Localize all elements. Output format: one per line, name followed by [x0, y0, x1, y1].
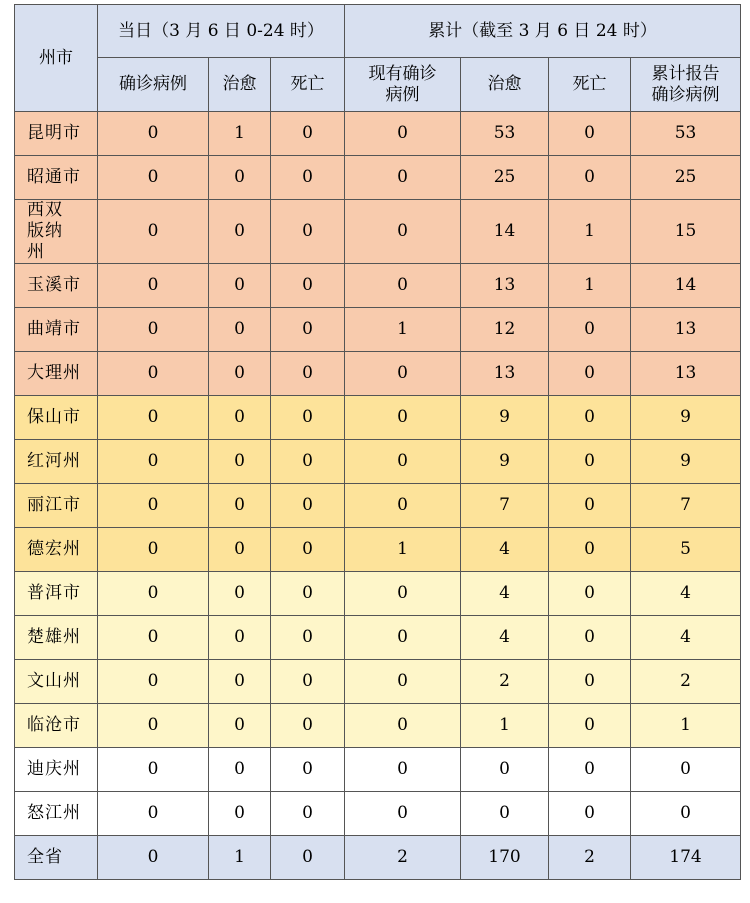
region-name: 曲靖市 — [15, 308, 98, 352]
cumulative-deaths-cell: 1 — [549, 200, 631, 264]
cumulative-deaths-cell: 0 — [549, 704, 631, 748]
current-confirmed-cell: 0 — [345, 440, 461, 484]
cumulative-deaths-cell: 0 — [549, 484, 631, 528]
daily-cured-cell: 0 — [209, 264, 271, 308]
daily-confirmed-header: 确诊病例 — [98, 58, 209, 112]
cumulative-confirmed-cell: 9 — [631, 396, 741, 440]
daily-cured-cell: 0 — [209, 616, 271, 660]
region-name: 德宏州 — [15, 528, 98, 572]
table-body — [15, 112, 741, 880]
region-name: 昆明市 — [15, 112, 98, 156]
current-confirmed-cell: 0 — [345, 396, 461, 440]
cumulative-confirmed-cell: 4 — [631, 616, 741, 660]
daily-deaths-cell: 0 — [271, 308, 345, 352]
cumulative-confirmed-cell: 174 — [631, 836, 741, 880]
current-confirmed-cell: 0 — [345, 572, 461, 616]
current-confirmed-header: 现有确诊病例 — [345, 58, 461, 112]
current-confirmed-cell: 0 — [345, 616, 461, 660]
cumulative-cured-cell: 7 — [461, 484, 549, 528]
daily-deaths-header: 死亡 — [271, 58, 345, 112]
table-row — [15, 748, 741, 792]
region-name: 文山州 — [15, 660, 98, 704]
cumulative-confirmed-cell: 15 — [631, 200, 741, 264]
current-confirmed-cell: 1 — [345, 528, 461, 572]
cumulative-cured-cell: 4 — [461, 528, 549, 572]
table-row — [15, 200, 741, 264]
daily-deaths-cell: 0 — [271, 792, 345, 836]
table-row — [15, 528, 741, 572]
daily-deaths-cell: 0 — [271, 264, 345, 308]
table-row — [15, 616, 741, 660]
daily-cured-header: 治愈 — [209, 58, 271, 112]
cumulative-cured-cell: 25 — [461, 156, 549, 200]
cumulative-confirmed-cell: 13 — [631, 352, 741, 396]
cumulative-cured-cell: 4 — [461, 616, 549, 660]
daily-cured-cell: 0 — [209, 440, 271, 484]
cumulative-confirmed-header: 累计报告确诊病例 — [631, 58, 741, 112]
daily-confirmed-cell: 0 — [98, 156, 209, 200]
daily-cured-cell: 0 — [209, 308, 271, 352]
current-confirmed-cell: 0 — [345, 660, 461, 704]
region-name: 怒江州 — [15, 792, 98, 836]
cumulative-confirmed-cell: 0 — [631, 748, 741, 792]
cumulative-confirmed-cell: 14 — [631, 264, 741, 308]
daily-deaths-cell: 0 — [271, 484, 345, 528]
cumulative-deaths-cell: 0 — [549, 396, 631, 440]
daily-cured-cell: 1 — [209, 112, 271, 156]
total-row — [15, 836, 741, 880]
daily-confirmed-cell: 0 — [98, 264, 209, 308]
cumulative-confirmed-cell: 0 — [631, 792, 741, 836]
daily-cured-cell: 0 — [209, 528, 271, 572]
region-name: 大理州 — [15, 352, 98, 396]
table-row — [15, 308, 741, 352]
cumulative-confirmed-cell: 5 — [631, 528, 741, 572]
region-name: 迪庆州 — [15, 748, 98, 792]
daily-confirmed-cell: 0 — [98, 572, 209, 616]
region-name: 楚雄州 — [15, 616, 98, 660]
daily-deaths-cell: 0 — [271, 836, 345, 880]
cumulative-cured-cell: 1 — [461, 704, 549, 748]
daily-deaths-cell: 0 — [271, 112, 345, 156]
daily-group-header: 当日（3 月 6 日 0-24 时） — [98, 5, 345, 58]
daily-cured-cell: 0 — [209, 748, 271, 792]
cumulative-cured-cell: 9 — [461, 396, 549, 440]
daily-confirmed-cell: 0 — [98, 112, 209, 156]
daily-confirmed-cell: 0 — [98, 484, 209, 528]
current-confirmed-cell: 0 — [345, 748, 461, 792]
current-confirmed-cell: 0 — [345, 156, 461, 200]
cumulative-confirmed-cell: 13 — [631, 308, 741, 352]
cumulative-deaths-cell: 0 — [549, 352, 631, 396]
daily-cured-cell: 0 — [209, 660, 271, 704]
daily-cured-cell: 0 — [209, 156, 271, 200]
region-name: 保山市 — [15, 396, 98, 440]
cumulative-cured-cell: 0 — [461, 792, 549, 836]
cumulative-cured-cell: 14 — [461, 200, 549, 264]
cumulative-confirmed-cell: 9 — [631, 440, 741, 484]
cumulative-deaths-cell: 0 — [549, 748, 631, 792]
region-name: 全省 — [15, 836, 98, 880]
cumulative-deaths-cell: 1 — [549, 264, 631, 308]
daily-cured-cell: 0 — [209, 396, 271, 440]
region-name: 昭通市 — [15, 156, 98, 200]
cumulative-group-header: 累计（截至 3 月 6 日 24 时） — [345, 5, 741, 58]
daily-cured-cell: 0 — [209, 200, 271, 264]
region-header: 州市 — [15, 5, 98, 112]
table-row — [15, 660, 741, 704]
daily-confirmed-cell: 0 — [98, 352, 209, 396]
table-row — [15, 440, 741, 484]
region-name: 普洱市 — [15, 572, 98, 616]
daily-confirmed-cell: 0 — [98, 308, 209, 352]
current-confirmed-cell: 0 — [345, 264, 461, 308]
cumulative-cured-cell: 12 — [461, 308, 549, 352]
table-row — [15, 112, 741, 156]
cumulative-cured-cell: 0 — [461, 748, 549, 792]
current-confirmed-cell: 0 — [345, 792, 461, 836]
current-confirmed-cell: 0 — [345, 352, 461, 396]
cumulative-deaths-cell: 0 — [549, 660, 631, 704]
cumulative-confirmed-cell: 4 — [631, 572, 741, 616]
region-name: 西双版纳州 — [15, 200, 98, 264]
daily-deaths-cell: 0 — [271, 748, 345, 792]
daily-confirmed-cell: 0 — [98, 616, 209, 660]
current-confirmed-cell: 0 — [345, 200, 461, 264]
daily-confirmed-cell: 0 — [98, 704, 209, 748]
daily-deaths-cell: 0 — [271, 616, 345, 660]
current-confirmed-cell: 2 — [345, 836, 461, 880]
cumulative-deaths-cell: 0 — [549, 440, 631, 484]
daily-deaths-cell: 0 — [271, 396, 345, 440]
table-row — [15, 396, 741, 440]
cumulative-deaths-header: 死亡 — [549, 58, 631, 112]
cumulative-deaths-cell: 0 — [549, 792, 631, 836]
current-confirmed-cell: 0 — [345, 704, 461, 748]
daily-cured-cell: 0 — [209, 572, 271, 616]
region-name: 玉溪市 — [15, 264, 98, 308]
cumulative-confirmed-cell: 7 — [631, 484, 741, 528]
daily-confirmed-cell: 0 — [98, 396, 209, 440]
current-confirmed-cell: 0 — [345, 484, 461, 528]
daily-cured-cell: 0 — [209, 704, 271, 748]
cumulative-deaths-cell: 0 — [549, 616, 631, 660]
cumulative-cured-cell: 13 — [461, 352, 549, 396]
daily-deaths-cell: 0 — [271, 200, 345, 264]
daily-confirmed-cell: 0 — [98, 660, 209, 704]
cumulative-cured-header: 治愈 — [461, 58, 549, 112]
region-name: 丽江市 — [15, 484, 98, 528]
daily-cured-cell: 0 — [209, 792, 271, 836]
current-confirmed-cell: 1 — [345, 308, 461, 352]
cumulative-deaths-cell: 2 — [549, 836, 631, 880]
daily-deaths-cell: 0 — [271, 440, 345, 484]
table-row — [15, 264, 741, 308]
cumulative-deaths-cell: 0 — [549, 528, 631, 572]
daily-confirmed-cell: 0 — [98, 440, 209, 484]
daily-cured-cell: 1 — [209, 836, 271, 880]
cumulative-cured-cell: 2 — [461, 660, 549, 704]
table-row — [15, 352, 741, 396]
region-name: 临沧市 — [15, 704, 98, 748]
cumulative-cured-cell: 9 — [461, 440, 549, 484]
daily-deaths-cell: 0 — [271, 352, 345, 396]
cumulative-deaths-cell: 0 — [549, 156, 631, 200]
cumulative-cured-cell: 170 — [461, 836, 549, 880]
cumulative-confirmed-cell: 1 — [631, 704, 741, 748]
cumulative-deaths-cell: 0 — [549, 572, 631, 616]
cumulative-confirmed-cell: 25 — [631, 156, 741, 200]
daily-deaths-cell: 0 — [271, 660, 345, 704]
daily-deaths-cell: 0 — [271, 528, 345, 572]
cumulative-cured-cell: 53 — [461, 112, 549, 156]
cumulative-deaths-cell: 0 — [549, 112, 631, 156]
current-confirmed-cell: 0 — [345, 112, 461, 156]
table-row — [15, 572, 741, 616]
region-name: 红河州 — [15, 440, 98, 484]
cumulative-deaths-cell: 0 — [549, 308, 631, 352]
table-row — [15, 484, 741, 528]
cumulative-confirmed-cell: 2 — [631, 660, 741, 704]
covid-cases-table — [14, 4, 741, 880]
daily-confirmed-cell: 0 — [98, 200, 209, 264]
daily-cured-cell: 0 — [209, 484, 271, 528]
daily-confirmed-cell: 0 — [98, 792, 209, 836]
daily-confirmed-cell: 0 — [98, 748, 209, 792]
cumulative-confirmed-cell: 53 — [631, 112, 741, 156]
daily-confirmed-cell: 0 — [98, 836, 209, 880]
daily-confirmed-cell: 0 — [98, 528, 209, 572]
cumulative-cured-cell: 13 — [461, 264, 549, 308]
table-row — [15, 156, 741, 200]
daily-deaths-cell: 0 — [271, 704, 345, 748]
daily-cured-cell: 0 — [209, 352, 271, 396]
daily-deaths-cell: 0 — [271, 156, 345, 200]
table-row — [15, 792, 741, 836]
table-row — [15, 704, 741, 748]
cumulative-cured-cell: 4 — [461, 572, 549, 616]
daily-deaths-cell: 0 — [271, 572, 345, 616]
